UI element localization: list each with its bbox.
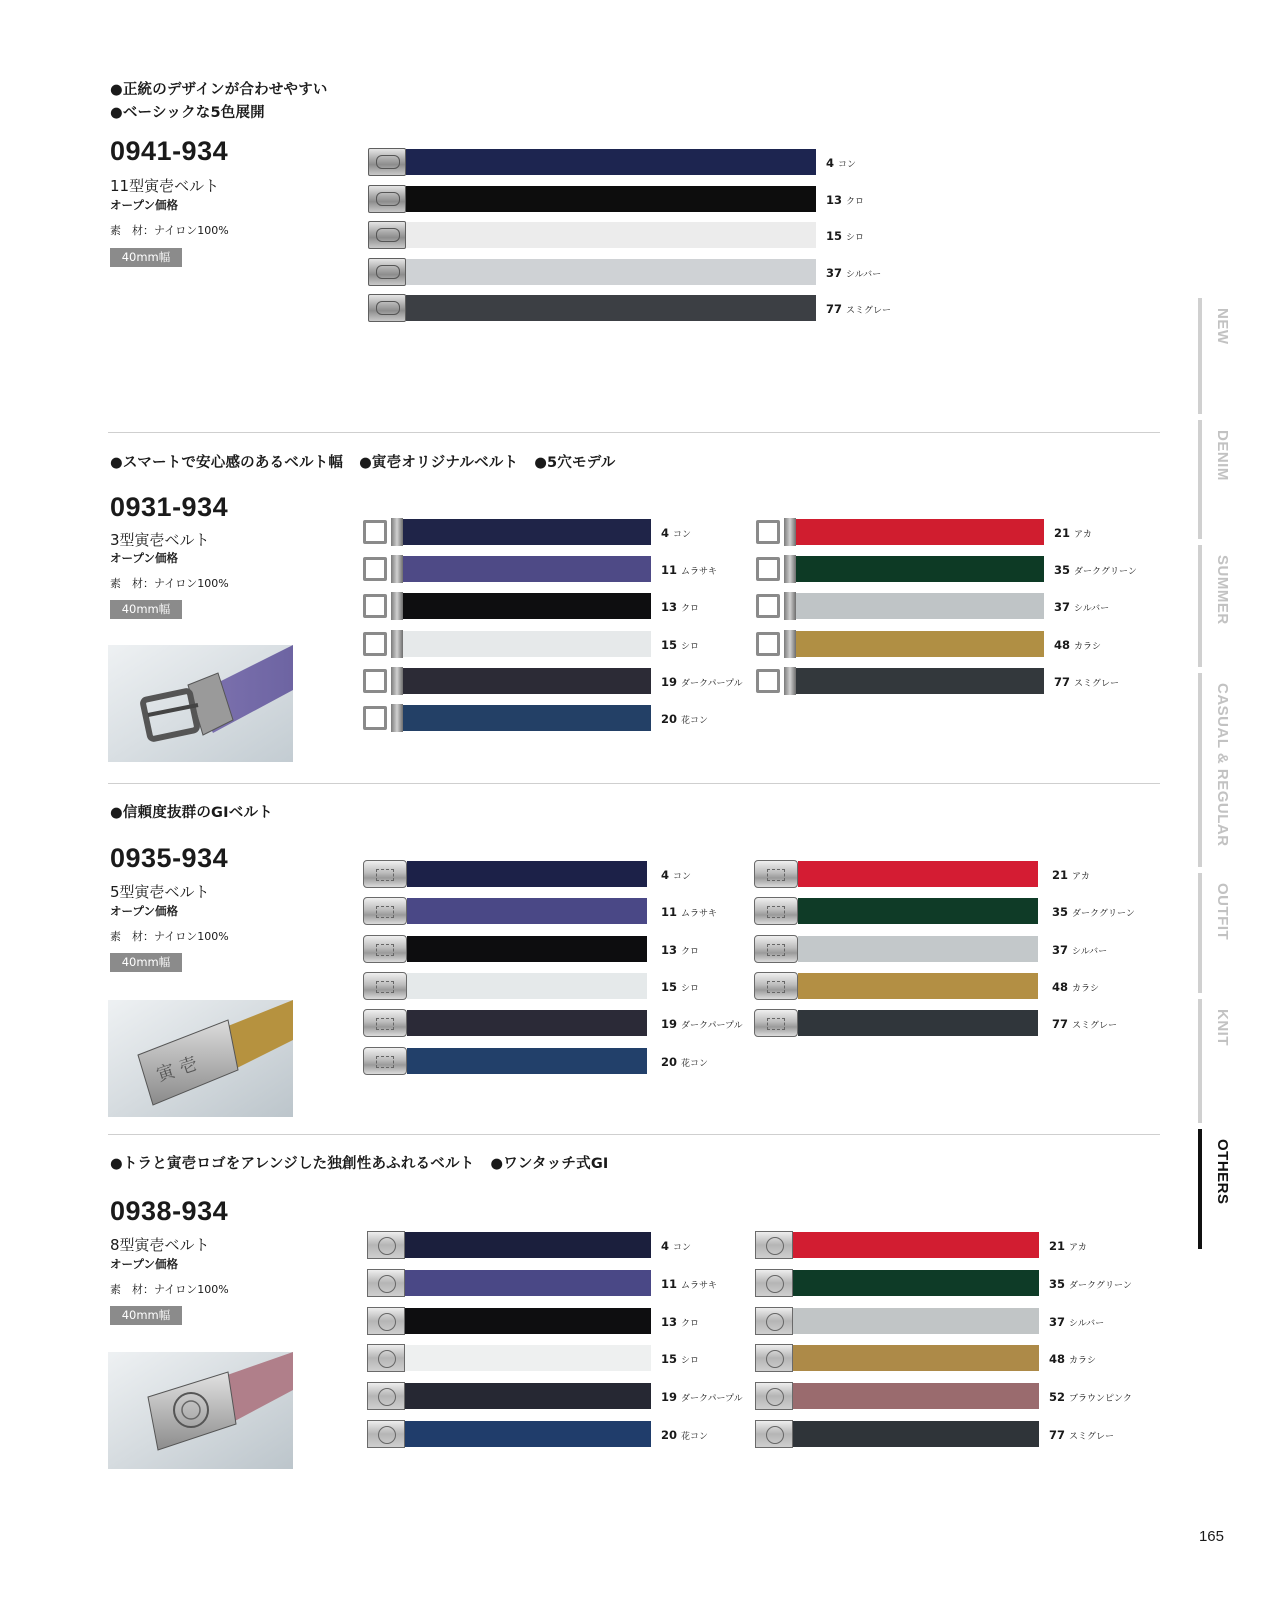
buckle-keeper — [784, 667, 796, 695]
belt-strap-swatch — [793, 1345, 1039, 1371]
product-code: 0938-934 — [110, 1196, 229, 1226]
belt-strap-swatch — [405, 1345, 651, 1371]
product-code: 0931-934 — [110, 492, 229, 522]
color-number: 20 — [661, 1428, 678, 1442]
color-label — [1054, 563, 1137, 577]
color-name: スミグレー — [1072, 1021, 1118, 1032]
belt-strap-swatch — [407, 898, 647, 924]
product-price: オープン価格 — [110, 551, 178, 565]
buckle-keeper — [784, 630, 796, 658]
side-tab-label: OUTFIT — [1214, 883, 1231, 941]
color-number: 15 — [661, 1352, 678, 1367]
color-label — [826, 266, 881, 280]
side-tab-label: KNIT — [1214, 1009, 1231, 1046]
product-material: 素 材：ナイロン100% — [110, 577, 229, 590]
buckle-keeper — [391, 630, 403, 658]
product-name: 8型寅壱ベルト — [110, 1236, 210, 1254]
color-name: シロ — [681, 983, 700, 994]
side-tab-others[interactable] — [1198, 1129, 1242, 1249]
belt-strap-swatch — [405, 1383, 651, 1409]
color-label — [1049, 1352, 1096, 1366]
color-number: 77 — [1049, 1428, 1066, 1442]
belt-strap-swatch — [798, 1010, 1038, 1036]
color-name: ダークグリーン — [1074, 567, 1137, 578]
feature-item: ●信頼度抜群のGIベルト — [110, 805, 273, 821]
belt-strap-swatch — [796, 631, 1044, 657]
color-number: 37 — [1049, 1314, 1066, 1329]
color-name: スミグレー — [1074, 678, 1120, 689]
frame-buckle-photo — [108, 645, 293, 762]
tora-buckle-icon — [367, 1231, 405, 1259]
width-badge: 40mm幅 — [110, 1306, 182, 1325]
color-name: ダークグリーン — [1072, 909, 1135, 920]
tora-buckle-icon — [367, 1420, 405, 1448]
buckle-keeper — [784, 518, 796, 546]
side-tab-label: SUMMER — [1214, 555, 1231, 625]
plate-buckle-icon — [368, 258, 406, 286]
color-label — [661, 1352, 699, 1366]
color-number: 35 — [1054, 563, 1071, 578]
color-number: 13 — [661, 600, 678, 615]
color-number: 48 — [1052, 979, 1069, 994]
color-number: 35 — [1049, 1276, 1066, 1291]
tora-buckle-photo — [108, 1352, 293, 1469]
belt-strap-swatch — [793, 1270, 1039, 1296]
color-name: コン — [673, 1243, 692, 1253]
color-name: ブラウンピンク — [1069, 1394, 1132, 1405]
color-name: シルバー — [1072, 946, 1108, 957]
color-label — [1054, 638, 1101, 652]
section-divider — [108, 432, 1160, 433]
product-material: 素 材：ナイロン100% — [110, 930, 229, 943]
belt-strap-swatch — [403, 593, 651, 619]
feature-list — [110, 452, 631, 475]
color-label — [1052, 905, 1135, 919]
tora-buckle-icon — [367, 1307, 405, 1335]
side-tab-new[interactable] — [1198, 298, 1242, 414]
tora-buckle-icon — [755, 1344, 793, 1372]
color-label — [1049, 1428, 1114, 1442]
color-number: 19 — [661, 674, 678, 689]
color-name: コン — [673, 872, 692, 882]
color-label — [1054, 526, 1092, 540]
color-number: 77 — [1052, 1017, 1069, 1032]
color-name: クロ — [681, 1318, 700, 1329]
buckle-ring — [756, 557, 780, 581]
tora-buckle-icon — [367, 1344, 405, 1372]
tora-buckle-icon — [755, 1269, 793, 1297]
color-label — [661, 1239, 691, 1253]
feature-item: ●スマートで安心感のあるベルト幅 — [110, 455, 344, 471]
belt-strap-swatch — [406, 259, 816, 285]
buckle-ring — [363, 594, 387, 618]
color-label — [661, 905, 717, 919]
buckle-keeper — [391, 667, 403, 695]
color-name: ダークグリーン — [1069, 1280, 1132, 1291]
side-tab-label: NEW — [1214, 308, 1231, 345]
color-number: 4 — [661, 868, 670, 882]
buckle-keeper — [784, 555, 796, 583]
color-name: ダークパープル — [681, 678, 743, 689]
color-name: コン — [673, 530, 692, 540]
color-name: ダークパープル — [681, 1021, 743, 1032]
color-label — [661, 1277, 717, 1291]
color-label — [1052, 1017, 1117, 1031]
belt-strap-swatch — [405, 1270, 651, 1296]
color-label — [661, 563, 717, 577]
belt-strap-swatch — [406, 149, 816, 175]
color-name: シルバー — [846, 269, 882, 280]
belt-strap-swatch — [796, 593, 1044, 619]
color-number: 4 — [661, 526, 670, 540]
color-label — [661, 712, 708, 726]
color-number: 37 — [826, 265, 843, 280]
color-number: 4 — [661, 1239, 670, 1253]
gi-buckle-icon — [363, 972, 407, 1000]
feature-item: ●ワンタッチ式GI — [490, 1156, 609, 1172]
color-number: 21 — [1052, 868, 1069, 882]
buckle-ring — [756, 632, 780, 656]
product-code: 0941-934 — [110, 136, 229, 166]
buckle-keeper — [784, 592, 796, 620]
color-label — [1049, 1239, 1087, 1253]
belt-strap-swatch — [407, 936, 647, 962]
color-label — [1049, 1390, 1132, 1404]
color-label — [661, 1428, 708, 1442]
plate-buckle-icon — [368, 185, 406, 213]
side-tab-denim[interactable] — [1198, 420, 1242, 539]
plate-buckle-icon — [368, 148, 406, 176]
color-number: 52 — [1049, 1390, 1066, 1405]
feature-list — [110, 802, 289, 825]
color-name: 花コン — [681, 716, 709, 726]
color-number: 20 — [661, 1054, 678, 1069]
side-tab-label: DENIM — [1214, 430, 1231, 481]
belt-strap-swatch — [405, 1232, 651, 1258]
product-price: オープン価格 — [110, 198, 178, 212]
buckle-ring — [756, 520, 780, 544]
color-name: 花コン — [681, 1432, 709, 1442]
color-name: スミグレー — [846, 306, 892, 316]
gi-buckle-icon — [754, 897, 798, 925]
buckle-detail-photo — [108, 1000, 293, 1117]
color-name: クロ — [846, 196, 865, 207]
buckle-ring — [363, 632, 387, 656]
belt-strap-swatch — [798, 936, 1038, 962]
belt-strap-swatch — [406, 186, 816, 212]
buckle-keeper — [391, 518, 403, 546]
color-name: ムラサキ — [681, 567, 718, 578]
tora-buckle-icon — [755, 1382, 793, 1410]
buckle-ring — [756, 669, 780, 693]
buckle-detail-photo — [108, 645, 293, 762]
color-label — [661, 526, 691, 540]
buckle-keeper — [391, 592, 403, 620]
side-tab-summer[interactable] — [1198, 545, 1242, 667]
color-name: カラシ — [1072, 983, 1100, 994]
color-label — [826, 229, 864, 243]
belt-strap-swatch — [403, 556, 651, 582]
color-name: クロ — [681, 604, 700, 615]
product-name: 11型寅壱ベルト — [110, 177, 220, 195]
color-name: ムラサキ — [681, 1280, 718, 1291]
color-name: シルバー — [1069, 1318, 1105, 1329]
color-number: 48 — [1049, 1352, 1066, 1367]
color-label — [661, 1315, 699, 1329]
color-number: 20 — [661, 712, 678, 726]
color-number: 13 — [661, 942, 678, 957]
color-name: シロ — [681, 641, 700, 652]
gi-buckle-icon — [363, 1047, 407, 1075]
color-number: 4 — [826, 156, 835, 170]
buckle-detail-photo — [108, 1352, 293, 1469]
gi-buckle-icon — [754, 935, 798, 963]
color-name: ダークパープル — [681, 1394, 743, 1405]
color-label — [661, 638, 699, 652]
plate-buckle-icon — [368, 221, 406, 249]
color-label — [661, 1017, 743, 1031]
page-number: 165 — [1198, 1528, 1224, 1545]
belt-strap-swatch — [793, 1308, 1039, 1334]
color-label — [1054, 600, 1109, 614]
tora-buckle-icon — [367, 1382, 405, 1410]
gi-buckle-icon — [363, 935, 407, 963]
feature-item: ●5穴モデル — [534, 455, 616, 471]
color-number: 15 — [826, 229, 843, 243]
product-name: 5型寅壱ベルト — [110, 883, 210, 901]
color-name: アカ — [1074, 530, 1092, 540]
tora-buckle-icon — [367, 1269, 405, 1297]
width-badge: 40mm幅 — [110, 600, 182, 619]
color-name: ムラサキ — [681, 909, 718, 920]
color-number: 37 — [1052, 942, 1069, 957]
side-tab-label: OTHERS — [1214, 1139, 1231, 1205]
color-name: コン — [838, 160, 857, 170]
color-name: カラシ — [1069, 1356, 1097, 1367]
section-divider — [108, 783, 1160, 784]
gi-buckle-icon — [754, 972, 798, 1000]
feature-item: ●トラと寅壱ロゴをアレンジした独創性あふれるベルト — [110, 1156, 475, 1172]
color-name: 花コン — [681, 1058, 709, 1069]
color-label — [826, 302, 891, 316]
belt-strap-swatch — [793, 1232, 1039, 1258]
color-number: 35 — [1052, 905, 1069, 920]
color-name: クロ — [681, 946, 700, 957]
feature-item: ●正統のデザインが合わせやすい — [110, 82, 328, 98]
feature-list — [110, 1153, 625, 1176]
gi-buckle-icon — [363, 1009, 407, 1037]
belt-strap-swatch — [406, 222, 816, 248]
color-number: 13 — [826, 192, 843, 207]
color-name: シロ — [846, 233, 865, 243]
buckle-ring — [363, 557, 387, 581]
color-number: 77 — [826, 302, 843, 316]
belt-strap-swatch — [793, 1421, 1039, 1447]
belt-strap-swatch — [407, 973, 647, 999]
product-code: 0935-934 — [110, 843, 229, 873]
gi-buckle-icon — [363, 860, 407, 888]
product-name: 3型寅壱ベルト — [110, 531, 210, 549]
color-number: 77 — [1054, 674, 1071, 689]
belt-strap-swatch — [407, 1048, 647, 1074]
width-badge: 40mm幅 — [110, 953, 182, 972]
belt-strap-swatch — [403, 668, 651, 694]
buckle-keeper — [391, 555, 403, 583]
color-label — [1049, 1277, 1132, 1291]
buckle-ring — [363, 520, 387, 544]
color-label — [661, 980, 699, 994]
belt-strap-swatch — [407, 1010, 647, 1036]
gi-buckle-icon — [754, 1009, 798, 1037]
buckle-ring — [363, 706, 387, 730]
belt-strap-swatch — [798, 898, 1038, 924]
color-number: 21 — [1049, 1239, 1066, 1253]
product-material: 素 材：ナイロン100% — [110, 1283, 229, 1296]
color-number: 21 — [1054, 526, 1071, 540]
side-tab-knit[interactable] — [1198, 999, 1242, 1123]
color-label — [1054, 675, 1119, 689]
belt-strap-swatch — [406, 295, 816, 321]
color-label — [661, 600, 699, 614]
section-divider — [108, 1134, 1160, 1135]
side-tab-casual-regular[interactable] — [1198, 673, 1242, 867]
tora-buckle-icon — [755, 1420, 793, 1448]
belt-strap-swatch — [796, 668, 1044, 694]
belt-strap-swatch — [405, 1308, 651, 1334]
buckle-ring — [363, 669, 387, 693]
color-number: 11 — [661, 905, 678, 920]
color-label — [1049, 1315, 1104, 1329]
belt-strap-swatch — [407, 861, 647, 887]
color-number: 37 — [1054, 600, 1071, 615]
belt-strap-swatch — [796, 556, 1044, 582]
color-number: 19 — [661, 1017, 678, 1032]
color-number: 11 — [661, 563, 678, 578]
color-name: シロ — [681, 1356, 700, 1367]
color-number: 15 — [661, 979, 678, 994]
feature-item: ●寅壱オリジナルベルト — [359, 455, 519, 471]
color-number: 11 — [661, 1276, 678, 1291]
belt-strap-swatch — [403, 705, 651, 731]
belt-strap-swatch — [403, 519, 651, 545]
color-label — [826, 156, 856, 170]
feature-item: ●ベーシックな5色展開 — [110, 105, 265, 121]
color-label — [826, 193, 864, 207]
svg-text:寅 壱: 寅 壱 — [154, 1053, 201, 1087]
product-price: オープン価格 — [110, 904, 178, 918]
gi-buckle-photo — [108, 1000, 293, 1117]
color-label — [1052, 943, 1107, 957]
color-name: アカ — [1072, 872, 1090, 882]
color-label — [1052, 868, 1090, 882]
buckle-keeper — [391, 704, 403, 732]
color-number: 19 — [661, 1390, 678, 1405]
color-name: シルバー — [1074, 604, 1110, 615]
belt-strap-swatch — [798, 861, 1038, 887]
product-price: オープン価格 — [110, 1257, 178, 1271]
side-tab-outfit[interactable] — [1198, 873, 1242, 993]
belt-strap-swatch — [403, 631, 651, 657]
feature-list — [110, 79, 328, 125]
color-label — [661, 1055, 708, 1069]
color-number: 13 — [661, 1314, 678, 1329]
gi-buckle-icon — [363, 897, 407, 925]
belt-strap-swatch — [798, 973, 1038, 999]
belt-strap-swatch — [793, 1383, 1039, 1409]
color-label — [661, 1390, 743, 1404]
color-name: スミグレー — [1069, 1432, 1115, 1442]
color-label — [661, 868, 691, 882]
color-label — [1052, 980, 1099, 994]
side-tab-label: CASUAL & REGULAR — [1214, 683, 1231, 847]
plate-buckle-icon — [368, 294, 406, 322]
width-badge: 40mm幅 — [110, 248, 182, 267]
color-label — [661, 675, 743, 689]
color-number: 15 — [661, 637, 678, 652]
buckle-ring — [756, 594, 780, 618]
tora-buckle-icon — [755, 1231, 793, 1259]
gi-buckle-icon — [754, 860, 798, 888]
product-material: 素 材：ナイロン100% — [110, 224, 229, 237]
tora-buckle-icon — [755, 1307, 793, 1335]
color-number: 48 — [1054, 637, 1071, 652]
color-label — [661, 943, 699, 957]
color-name: カラシ — [1074, 641, 1102, 652]
color-name: アカ — [1069, 1243, 1087, 1253]
belt-strap-swatch — [405, 1421, 651, 1447]
belt-strap-swatch — [796, 519, 1044, 545]
